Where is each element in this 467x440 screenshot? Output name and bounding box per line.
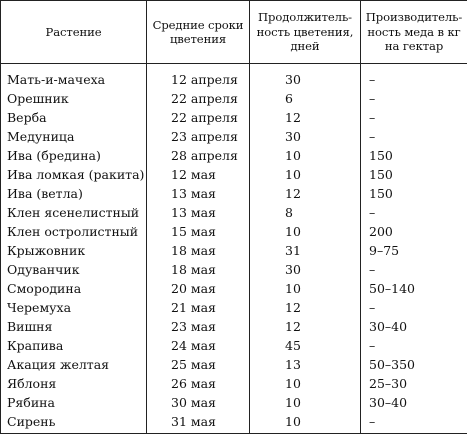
date-cell: 24 мая xyxy=(147,336,250,355)
yield-cell: 9–75 xyxy=(361,241,467,260)
date-cell: 22 апреля xyxy=(147,89,250,108)
plant-cell: Орешник xyxy=(1,89,147,108)
header-yield-line1: Производитель- xyxy=(365,10,463,25)
header-dates xyxy=(147,1,250,64)
date-cell: 12 апреля xyxy=(147,64,250,90)
yield-cell: 30–40 xyxy=(361,393,467,412)
table-row xyxy=(1,222,467,241)
yield-cell: – xyxy=(361,412,467,434)
plant-cell: Мать-и-мачеха xyxy=(1,64,147,90)
duration-cell: 10 xyxy=(250,165,361,184)
yield-cell: 200 xyxy=(361,222,467,241)
table-row xyxy=(1,355,467,374)
table-row xyxy=(1,165,467,184)
date-cell: 18 мая xyxy=(147,260,250,279)
date-cell: 30 мая xyxy=(147,393,250,412)
table-row xyxy=(1,260,467,279)
duration-cell: 6 xyxy=(250,89,361,108)
plant-cell: Медуница xyxy=(1,127,147,146)
duration-cell: 8 xyxy=(250,203,361,222)
table-row xyxy=(1,108,467,127)
header-dates-line2: цветения xyxy=(169,32,227,46)
plant-cell: Сирень xyxy=(1,412,147,434)
plant-cell: Одуванчик xyxy=(1,260,147,279)
header-yield-line2: ность меда в кг xyxy=(367,24,461,39)
date-cell: 18 мая xyxy=(147,241,250,260)
header-duration-line1: Продолжитель- xyxy=(258,10,352,25)
plant-cell: Яблоня xyxy=(1,374,147,393)
table-row xyxy=(1,64,467,90)
duration-cell: 10 xyxy=(250,146,361,165)
header-dates-line1: Средние сроки xyxy=(152,17,244,32)
table-row xyxy=(1,146,467,165)
duration-cell: 12 xyxy=(250,298,361,317)
header-duration-line2: ность цветения, xyxy=(256,24,354,39)
plant-cell: Черемуха xyxy=(1,298,147,317)
date-cell: 28 апреля xyxy=(147,146,250,165)
date-cell: 25 мая xyxy=(147,355,250,374)
duration-cell: 30 xyxy=(250,127,361,146)
table-header xyxy=(1,1,467,64)
header-duration xyxy=(250,1,361,64)
table-row xyxy=(1,317,467,336)
yield-cell: 25–30 xyxy=(361,374,467,393)
duration-cell: 12 xyxy=(250,317,361,336)
plant-cell: Крапива xyxy=(1,336,147,355)
yield-cell: 50–350 xyxy=(361,355,467,374)
plant-cell: Вишня xyxy=(1,317,147,336)
yield-cell: 150 xyxy=(361,146,467,165)
table-row xyxy=(1,184,467,203)
date-cell: 22 апреля xyxy=(147,108,250,127)
table-row xyxy=(1,89,467,108)
yield-cell: 30–40 xyxy=(361,317,467,336)
date-cell: 20 мая xyxy=(147,279,250,298)
yield-cell: – xyxy=(361,64,467,90)
plant-cell: Верба xyxy=(1,108,147,127)
duration-cell: 10 xyxy=(250,412,361,434)
yield-cell: – xyxy=(361,203,467,222)
table-row xyxy=(1,203,467,222)
table-row xyxy=(1,412,467,434)
plant-cell: Ива (бредина) xyxy=(1,146,147,165)
duration-cell: 12 xyxy=(250,184,361,203)
plant-cell: Рябина xyxy=(1,393,147,412)
plant-cell: Ива ломкая (ракита) xyxy=(1,165,147,184)
header-plant-label: Растение xyxy=(45,24,102,39)
duration-cell: 31 xyxy=(250,241,361,260)
duration-cell: 10 xyxy=(250,222,361,241)
yield-cell: – xyxy=(361,89,467,108)
table-row xyxy=(1,336,467,355)
table-row xyxy=(1,127,467,146)
yield-cell: – xyxy=(361,298,467,317)
duration-cell: 30 xyxy=(250,64,361,90)
header-yield-line3: на гектар xyxy=(384,39,444,54)
table-row xyxy=(1,393,467,412)
table-row xyxy=(1,374,467,393)
date-cell: 26 мая xyxy=(147,374,250,393)
plant-cell: Клен остролистный xyxy=(1,222,147,241)
yield-cell: 150 xyxy=(361,184,467,203)
yield-cell: – xyxy=(361,336,467,355)
plant-cell: Смородина xyxy=(1,279,147,298)
duration-cell: 10 xyxy=(250,393,361,412)
table-row xyxy=(1,241,467,260)
header-duration-line3: дней xyxy=(290,39,320,54)
table-body xyxy=(1,64,467,434)
yield-cell: 150 xyxy=(361,165,467,184)
header-plant xyxy=(1,1,147,64)
table-row xyxy=(1,298,467,317)
table-row xyxy=(1,279,467,298)
plant-cell: Акация желтая xyxy=(1,355,147,374)
yield-cell: – xyxy=(361,108,467,127)
date-cell: 15 мая xyxy=(147,222,250,241)
header-yield xyxy=(361,1,467,64)
plant-cell: Клен ясенелистный xyxy=(1,203,147,222)
plant-cell: Крыжовник xyxy=(1,241,147,260)
date-cell: 21 мая xyxy=(147,298,250,317)
date-cell: 12 мая xyxy=(147,165,250,184)
duration-cell: 30 xyxy=(250,260,361,279)
duration-cell: 10 xyxy=(250,279,361,298)
yield-cell: – xyxy=(361,260,467,279)
date-cell: 31 мая xyxy=(147,412,250,434)
plant-cell: Ива (ветла) xyxy=(1,184,147,203)
duration-cell: 13 xyxy=(250,355,361,374)
date-cell: 23 апреля xyxy=(147,127,250,146)
date-cell: 13 мая xyxy=(147,203,250,222)
yield-cell: – xyxy=(361,127,467,146)
duration-cell: 45 xyxy=(250,336,361,355)
header-row xyxy=(1,1,467,64)
duration-cell: 12 xyxy=(250,108,361,127)
date-cell: 23 мая xyxy=(147,317,250,336)
duration-cell: 10 xyxy=(250,374,361,393)
date-cell: 13 мая xyxy=(147,184,250,203)
yield-cell: 50–140 xyxy=(361,279,467,298)
